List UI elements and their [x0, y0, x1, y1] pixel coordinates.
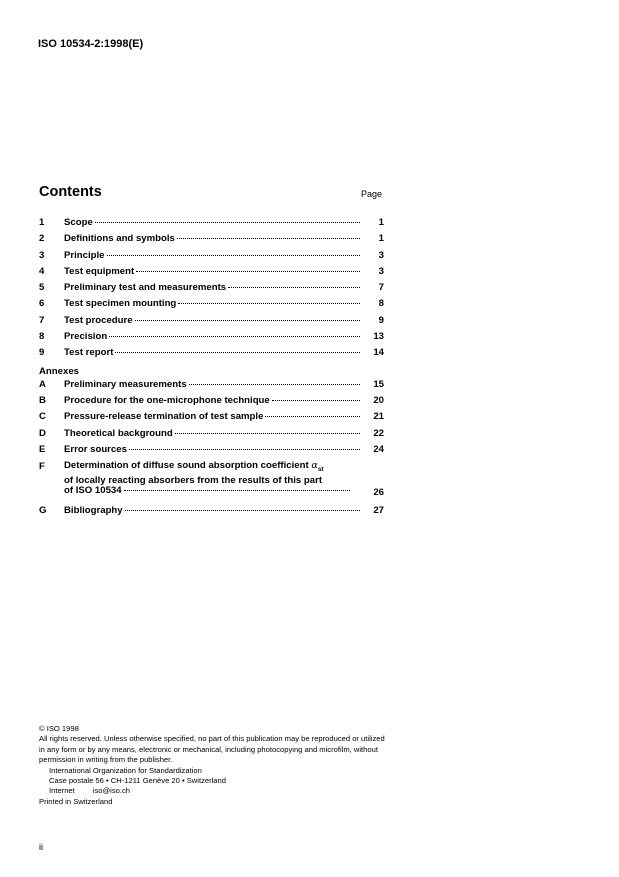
- toc-number: C: [39, 411, 46, 423]
- toc-annex-e[interactable]: [39, 444, 384, 460]
- dot-leader: [107, 255, 360, 256]
- dot-leader: [178, 303, 360, 304]
- toc-page: 24: [373, 443, 384, 455]
- toc-page: 8: [378, 298, 384, 310]
- toc-number: 6: [39, 298, 45, 310]
- toc-number: 7: [39, 314, 45, 326]
- postal-address: Case postale 56 • CH-1211 Genève 20 • Switzerland: [49, 776, 226, 786]
- toc-title: Test specimen mounting: [64, 298, 177, 310]
- dot-leader: [136, 271, 360, 272]
- toc-title: Scope: [64, 217, 93, 228]
- toc-page: 27: [373, 505, 384, 517]
- toc-number: G: [39, 505, 47, 517]
- dot-leader: [228, 287, 360, 288]
- toc-title: Procedure for the one-microphone technique: [64, 394, 270, 406]
- toc-title: Definitions and symbols: [64, 233, 175, 245]
- table-of-contents: [39, 217, 384, 521]
- toc-annex-b[interactable]: [39, 395, 384, 411]
- toc-annex-d[interactable]: [39, 428, 384, 444]
- toc-page: 22: [373, 427, 384, 439]
- toc-title: Test report: [64, 347, 114, 359]
- toc-entry-9[interactable]: [39, 347, 384, 363]
- document-id: ISO 10534-2:1998(E): [38, 38, 144, 50]
- dot-leader: [135, 320, 360, 321]
- page-column-label: Page: [361, 189, 383, 199]
- copyright-block: [39, 724, 389, 807]
- toc-title: [64, 461, 364, 505]
- toc-annex-c[interactable]: [39, 411, 384, 427]
- alpha-subscript: st: [317, 466, 324, 474]
- dot-leader: [177, 238, 360, 239]
- alpha-symbol: α: [311, 460, 318, 472]
- toc-page: 3: [378, 249, 384, 261]
- toc-number: A: [39, 378, 46, 390]
- toc-annex-g[interactable]: [39, 505, 384, 521]
- dot-leader: [125, 510, 360, 511]
- toc-title: Test procedure: [64, 314, 133, 326]
- toc-entry-5[interactable]: [39, 282, 384, 298]
- toc-number: E: [39, 443, 46, 455]
- toc-page: 13: [373, 331, 384, 343]
- copyright-notice: © ISO 1998: [39, 724, 79, 733]
- internet-address[interactable]: iso@iso.ch: [92, 786, 131, 796]
- toc-number: 4: [39, 265, 45, 277]
- toc-number: 5: [39, 282, 45, 294]
- toc-page: 1: [378, 233, 384, 245]
- dot-leader: [189, 384, 360, 385]
- toc-page: 9: [378, 314, 384, 326]
- toc-number: 8: [39, 331, 45, 343]
- toc-title: Preliminary measurements: [64, 378, 187, 390]
- internet-line: [39, 786, 389, 796]
- toc-entry-8[interactable]: [39, 331, 384, 347]
- dot-leader: [109, 336, 360, 337]
- toc-title: Pressure-release termination of test sample: [64, 411, 264, 423]
- dot-leader: [124, 490, 350, 491]
- toc-entry-3[interactable]: [39, 250, 384, 266]
- toc-title: Bibliography: [64, 505, 123, 517]
- toc-number: D: [39, 427, 46, 439]
- toc-page: 15: [373, 378, 384, 390]
- toc-entry-2[interactable]: [39, 233, 384, 249]
- toc-title: Error sources: [64, 443, 127, 455]
- toc-page: 1: [378, 217, 384, 228]
- toc-page: 20: [373, 394, 384, 406]
- page-number: ii: [39, 842, 43, 852]
- toc-title: Test equipment: [64, 265, 135, 277]
- dot-leader: [265, 416, 360, 417]
- toc-title-line2: of locally reacting absorbers from the results of this part: [64, 474, 323, 486]
- toc-title-line1: Determination of diffuse sound absorption coefficient: [64, 460, 309, 472]
- toc-number: B: [39, 394, 46, 406]
- dot-leader: [95, 222, 360, 223]
- toc-entry-1[interactable]: [39, 217, 384, 233]
- toc-number: 2: [39, 233, 45, 245]
- rights-statement: All rights reserved. Unless otherwise specified, no part of this publication may be reproduced or utilized in any form or by any means, electronic or mechanical, including photocopying and microfilm, without permission in writing from the publisher.: [39, 734, 385, 765]
- contents-title: Contents: [39, 184, 102, 200]
- toc-number: 3: [39, 249, 45, 261]
- toc-title-line3: of ISO 10534: [64, 485, 122, 497]
- toc-title: Theoretical background: [64, 427, 173, 439]
- toc-page: 21: [373, 411, 384, 423]
- toc-page: 3: [378, 265, 384, 277]
- toc-entry-4[interactable]: [39, 266, 384, 282]
- dot-leader: [129, 449, 360, 450]
- toc-number: 1: [39, 217, 45, 228]
- toc-title: Principle: [64, 249, 105, 261]
- toc-number: 9: [39, 347, 45, 359]
- annexes-heading: Annexes: [39, 365, 79, 377]
- toc-annex-a[interactable]: [39, 379, 384, 395]
- toc-title: Precision: [64, 331, 108, 343]
- organization-name: International Organization for Standardization: [49, 765, 202, 775]
- toc-annex-f[interactable]: [39, 461, 384, 505]
- dot-leader: [175, 433, 360, 434]
- toc-entry-6[interactable]: [39, 298, 384, 314]
- toc-number: F: [39, 461, 45, 473]
- internet-label: Internet: [49, 786, 75, 796]
- dot-leader: [115, 352, 360, 353]
- toc-title: Preliminary test and measurements: [64, 282, 227, 294]
- toc-page: 7: [378, 282, 384, 294]
- toc-entry-7[interactable]: [39, 315, 384, 331]
- toc-page: 14: [373, 347, 384, 359]
- toc-page: 26: [373, 487, 384, 499]
- printed-in: Printed in Switzerland: [39, 796, 113, 806]
- dot-leader: [272, 400, 360, 401]
